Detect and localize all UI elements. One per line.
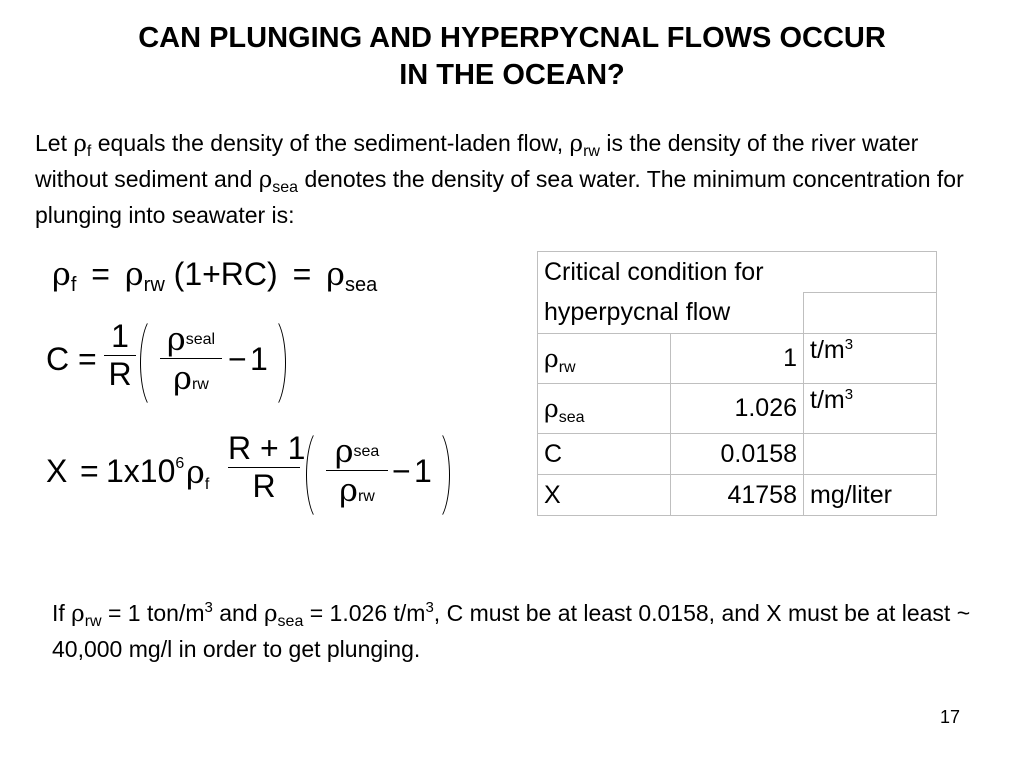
unit-text: t/m <box>810 386 845 414</box>
rho-symbol: ρ <box>166 320 186 358</box>
subscript-rw: rw <box>143 274 165 296</box>
close-paren: ) <box>267 256 278 292</box>
rho-symbol: ρ <box>71 601 85 627</box>
subscript: sea <box>558 408 585 426</box>
unit-superscript: 3 <box>844 386 854 403</box>
unit-text: t/m <box>810 336 845 364</box>
lhs-c: C <box>46 341 70 377</box>
table-row <box>538 475 937 516</box>
table-row <box>538 434 937 475</box>
subscript-sea: sea <box>277 613 304 630</box>
right-paren <box>420 428 450 522</box>
subscript-f: f <box>70 274 77 296</box>
page-number: 17 <box>939 707 961 727</box>
lhs-x: X <box>46 453 68 489</box>
empty-cell <box>804 293 937 334</box>
fraction-density-ratio <box>326 432 388 509</box>
denominator: R <box>108 356 132 392</box>
subscript-rw: rw <box>191 376 209 393</box>
slide-title <box>0 20 1024 94</box>
unit-cell <box>804 475 937 516</box>
symbol-cell <box>538 334 671 384</box>
subscript-f: f <box>204 476 210 493</box>
numerator: 1 <box>111 318 129 354</box>
unit-cell <box>804 434 937 475</box>
intro-text: is the density of the river water without sediment and <box>35 130 919 192</box>
rho-symbol: ρ <box>544 393 559 423</box>
numerator <box>160 320 222 358</box>
conclusion-text: = 1 ton/m <box>101 600 205 626</box>
subscript-f: f <box>86 143 92 160</box>
header-cell <box>538 293 804 334</box>
rho-symbol: ρ <box>52 255 71 293</box>
intro-text: equals the density of the sediment-laden flow, <box>91 130 570 156</box>
superscript-3: 3 <box>204 599 213 616</box>
rho-f <box>186 453 209 494</box>
title-line-2: IN THE OCEAN? <box>399 59 625 91</box>
conclusion-text: , C must be at least 0.0158, and X must be at least ~ 40,000 mg/l in order to get plunging. <box>52 600 971 662</box>
denominator <box>160 359 222 397</box>
numerator <box>326 432 388 470</box>
header-text: hyperpycnal flow <box>544 298 731 327</box>
fraction-r-plus-1-over-r <box>228 430 306 505</box>
unit-text: mg/liter <box>810 480 892 509</box>
denominator <box>326 471 388 509</box>
rho-symbol: ρ <box>334 432 354 470</box>
intro-text: Let <box>35 130 74 156</box>
value-cell: 41758 <box>671 475 804 516</box>
rho-symbol: ρ <box>544 343 559 373</box>
numerator: R + 1 <box>228 430 306 466</box>
subscript-rw: rw <box>583 143 600 160</box>
rc-term: RC <box>220 256 268 292</box>
conclusion-text: If <box>52 600 72 626</box>
table-row <box>538 334 937 384</box>
conclusion-text: and <box>212 600 265 626</box>
table-header-row <box>538 252 937 293</box>
superscript-3: 3 <box>425 599 434 616</box>
minus-sign: − <box>392 453 411 489</box>
intro-paragraph <box>35 126 995 233</box>
one: 1 <box>184 256 203 292</box>
title-line-1: CAN PLUNGING AND HYPERPYCNAL FLOWS OCCUR <box>138 22 886 54</box>
coefficient <box>106 453 184 490</box>
value-cell: 0.0158 <box>671 434 804 475</box>
subscript-rw: rw <box>357 488 375 505</box>
rho-symbol: ρ <box>186 453 205 491</box>
plus-sign: + <box>202 256 221 292</box>
rho-symbol: ρ <box>326 255 345 293</box>
rho-symbol: ρ <box>124 255 144 293</box>
coefficient-text: 1x10 <box>106 453 176 489</box>
minus-sign: − <box>228 341 247 377</box>
equals-sign: = <box>80 453 99 489</box>
open-paren: ( <box>173 256 185 292</box>
right-paren <box>256 316 286 410</box>
symbol-cell: X <box>538 475 671 516</box>
one: 1 <box>414 453 432 489</box>
unit-cell <box>804 384 937 434</box>
unit-cell <box>804 334 937 384</box>
subscript-rw: rw <box>84 613 102 630</box>
rho-symbol: ρ <box>258 167 273 193</box>
intro-text: denotes the density of sea water. The minimum concentration for plunging into seawater is: <box>35 166 964 228</box>
one: 1 <box>250 341 268 377</box>
equals-sign: = <box>78 341 97 377</box>
header-cell <box>538 252 937 293</box>
symbol-cell: C <box>538 434 671 475</box>
subscript-sea: sea <box>272 179 299 196</box>
value-cell: 1.026 <box>671 384 804 434</box>
rho-symbol: ρ <box>569 131 584 157</box>
conclusion-text: = 1.026 t/m <box>303 600 426 626</box>
subscript-seal: seal <box>185 331 216 348</box>
denominator: R <box>252 468 276 504</box>
unit-superscript: 3 <box>844 336 854 353</box>
equals-sign: = <box>292 256 312 292</box>
fraction-density-ratio <box>160 320 222 397</box>
conclusion-paragraph <box>52 596 982 667</box>
table-row <box>538 384 937 434</box>
header-text: Critical condition for <box>544 257 764 286</box>
rho-symbol: ρ <box>73 131 87 157</box>
critical-condition-table <box>537 251 937 516</box>
equals-sign: = <box>91 256 110 292</box>
subscript-sea: sea <box>353 443 380 460</box>
rho-symbol: ρ <box>339 471 358 509</box>
symbol-cell <box>538 384 671 434</box>
table-header-row <box>538 293 937 334</box>
rho-symbol: ρ <box>264 601 278 627</box>
equation-flow-density <box>52 255 377 297</box>
rho-symbol: ρ <box>173 359 192 397</box>
value-cell: 1 <box>671 334 804 384</box>
subscript-sea: sea <box>344 274 378 296</box>
exponent: 6 <box>175 455 185 472</box>
fraction-1-over-r <box>104 318 136 393</box>
subscript: rw <box>558 358 576 376</box>
